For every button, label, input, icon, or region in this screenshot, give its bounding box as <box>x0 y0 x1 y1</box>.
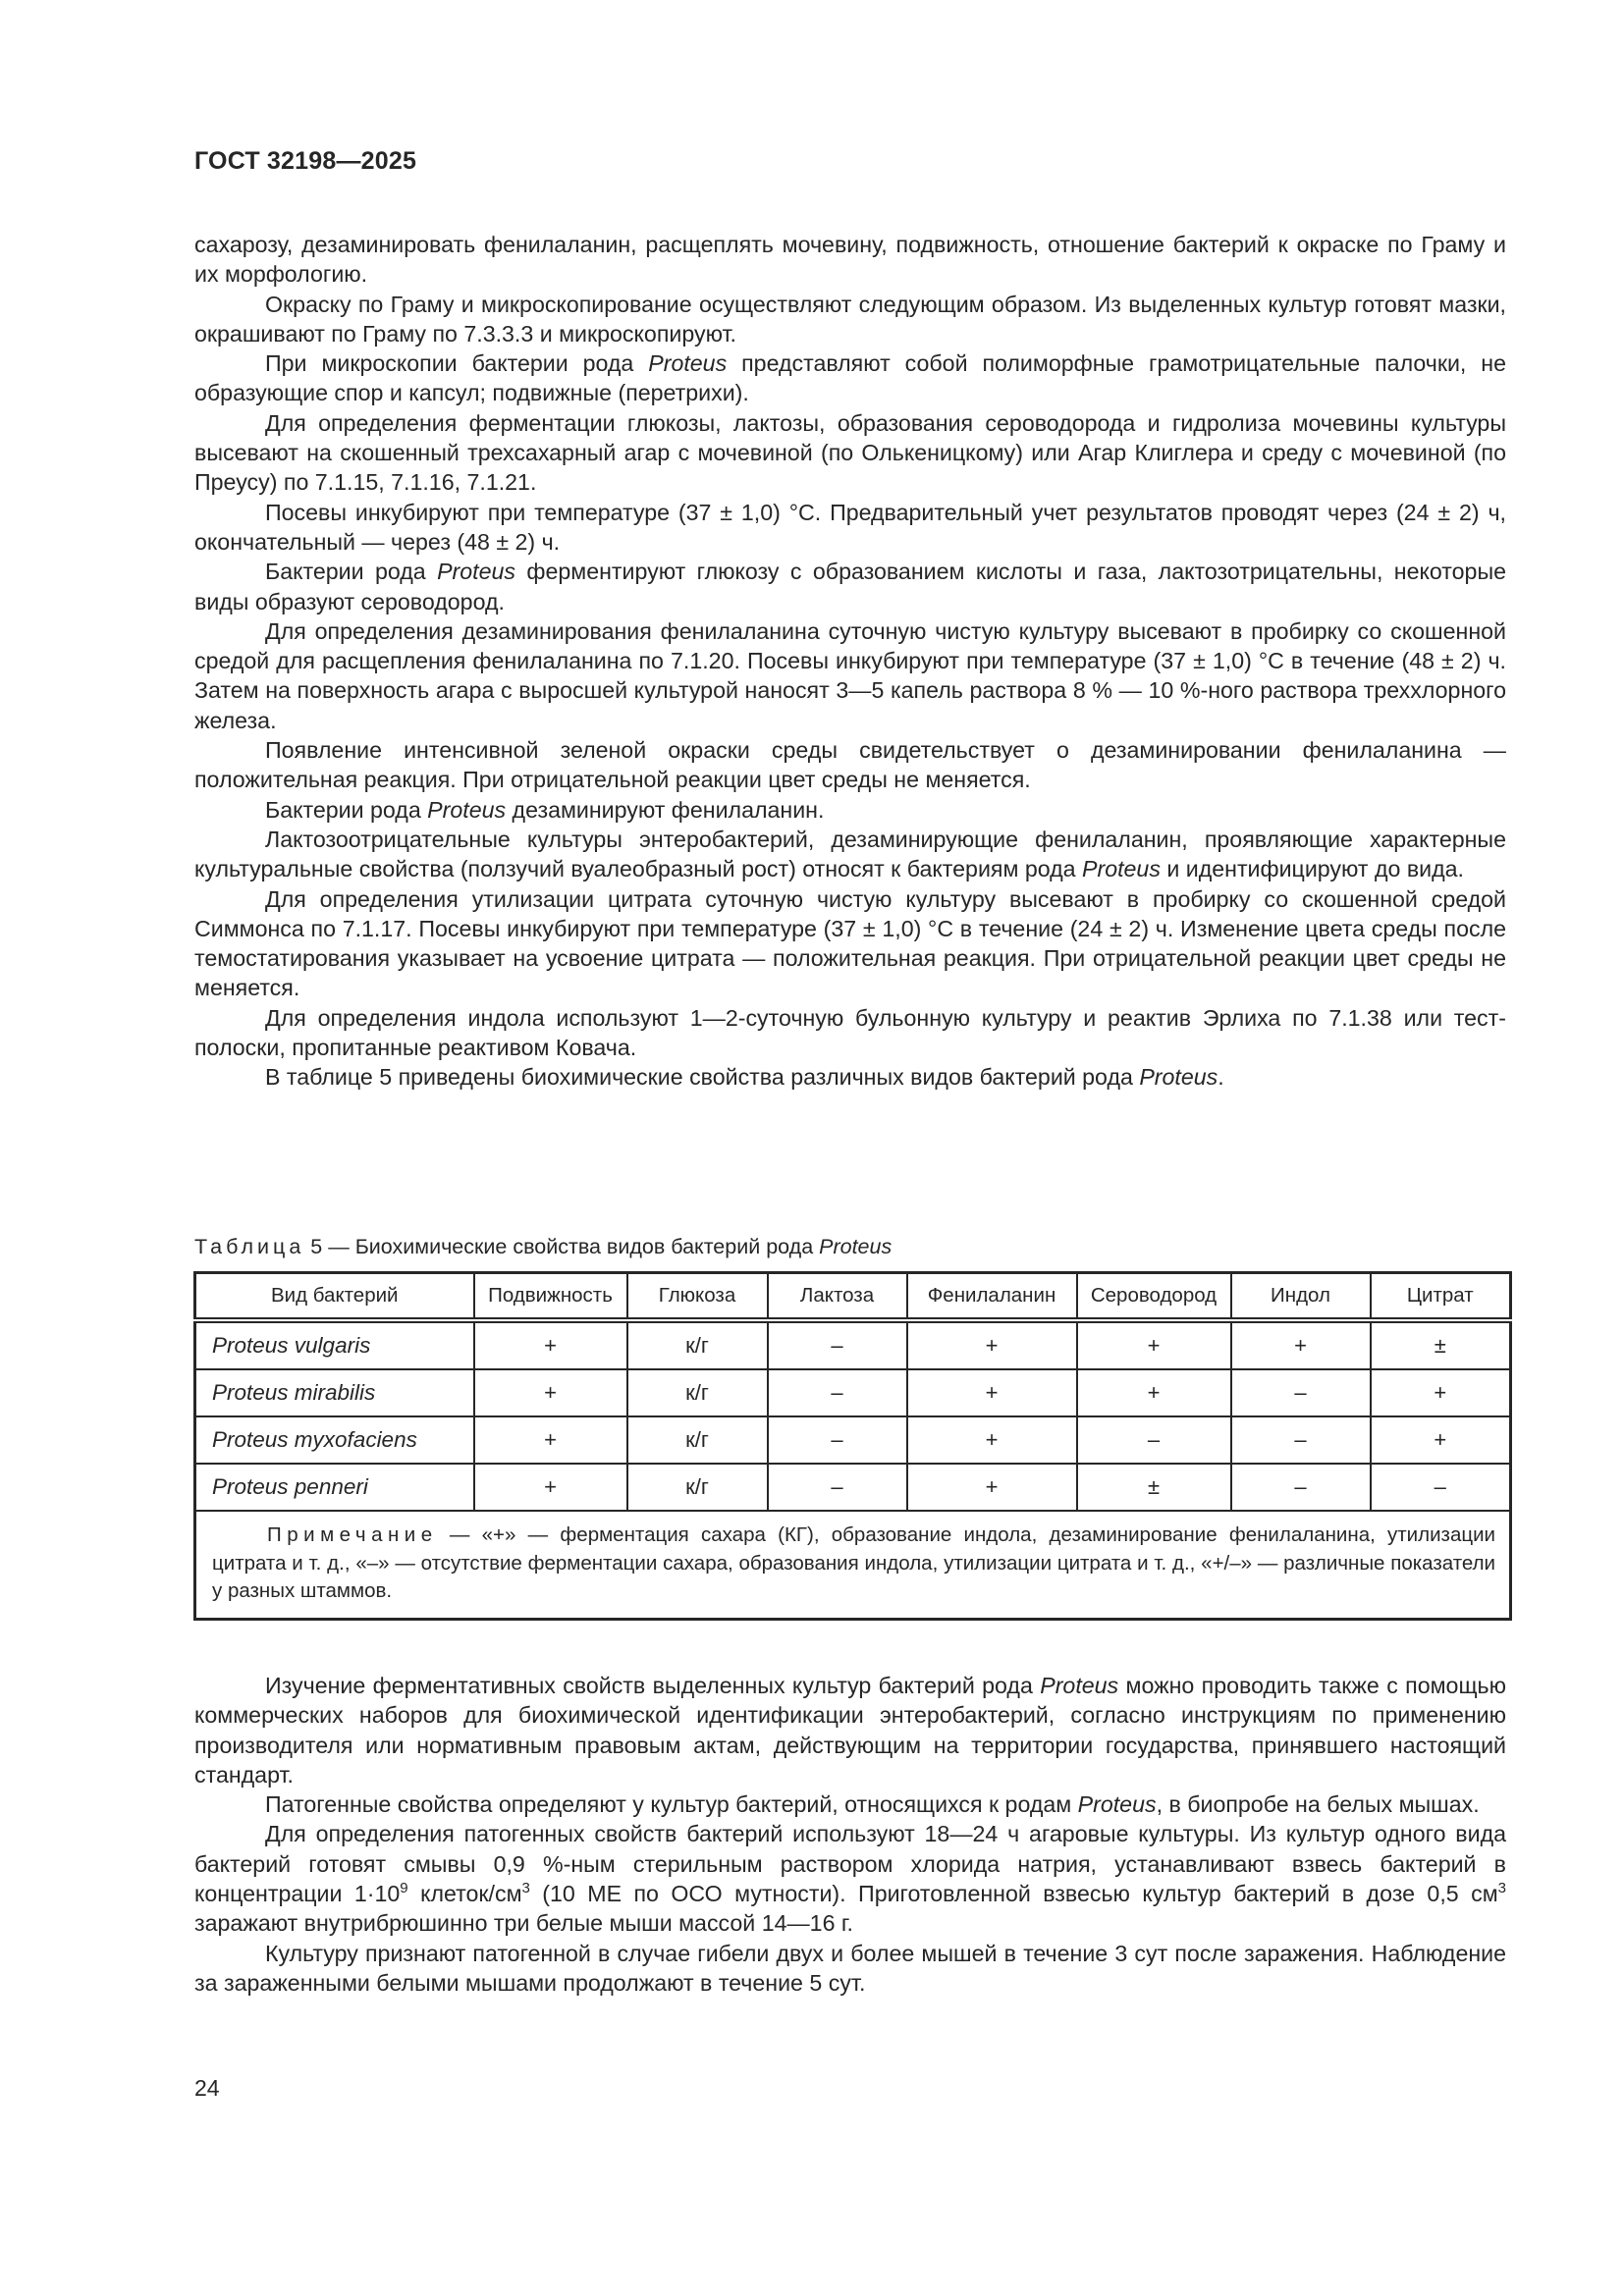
paragraph: Посевы инкубируют при температуре (37 ± 1,0) °С. Предварительный учет результатов проводят через (24 ± 2) ч, окончательный — через (48 ± 2) ч. <box>194 499 1506 555</box>
value-cell: – <box>1077 1416 1231 1464</box>
value-cell: – <box>1371 1464 1511 1511</box>
species-cell: Proteus mirabilis <box>195 1369 474 1416</box>
table-row <box>195 1416 1511 1464</box>
paragraph: Бактерии рода Proteus ферментируют глюкозу с образованием кислоты и газа, лактозотрицательны, некоторые виды образуют сероводород. <box>194 559 1507 614</box>
note-label: Примечание <box>267 1523 438 1546</box>
value-cell: – <box>768 1416 907 1464</box>
paragraph: Для определения патогенных свойств бактерий используют 18—24 ч агаровые культуры. Из культур одного вида бактерий готовят смывы 0,9 %-ным стерильным раствором хлорида натрия, устанавливают взвесь бактерий в концентрации $1\cdot 10^9$ клеток/$см^3$ (10 МЕ по ОСО мутности). Приготовленной взвесью культур бактерий в дозе 0,5 $см^3$ заражают внутрибрюшинно три белые мыши массой 14—16 г. <box>194 1821 1506 1937</box>
body-text-after-table <box>194 1671 1506 1998</box>
document-header: ГОСТ 32198—2025 <box>194 147 417 175</box>
paragraph: При микроскопии бактерии рода Proteus представляют собой полиморфные грамотрицательные палочки, не образующие спор и капсул; подвижные (перетрихи). <box>194 350 1506 406</box>
table-header-row <box>195 1273 1511 1321</box>
value-cell: – <box>768 1369 907 1416</box>
body-text-before-table <box>194 230 1506 1093</box>
value-cell: – <box>1231 1369 1371 1416</box>
value-cell: + <box>1371 1369 1511 1416</box>
paragraph: В таблице 5 приведены биохимические свойства различных видов бактерий рода Proteus. <box>265 1064 1224 1091</box>
paragraph: Окраску по Граму и микроскопирование осуществляют следующим образом. Из выделенных культур готовят мазки, окрашивают по Граму по 7.3.3.3 и микроскопируют. <box>194 291 1506 347</box>
value-cell: + <box>1371 1416 1511 1464</box>
column-header: Лактоза <box>768 1273 907 1321</box>
table-row <box>195 1320 1511 1369</box>
paragraph: Для определения индола используют 1—2-суточную бульонную культуру и реактив Эрлиха по 7.1.38 или тест-полоски, пропитанные реактивом Ковача. <box>194 1004 1506 1061</box>
species-cell: Proteus myxofaciens <box>195 1416 474 1464</box>
value-cell: + <box>907 1320 1077 1369</box>
table-row <box>195 1369 1511 1416</box>
table-caption-text: 5 — Биохимические свойства видов бактерий рода <box>304 1235 820 1258</box>
column-header: Подвижность <box>474 1273 627 1321</box>
paragraph: сахарозу, дезаминировать фенилаланин, расщеплять мочевину, подвижность, отношение бактерий к окраске по Граму и их морфологию. <box>194 232 1506 288</box>
value-cell: + <box>474 1464 627 1511</box>
value-cell: + <box>1231 1320 1371 1369</box>
species-cell: Proteus vulgaris <box>195 1320 474 1369</box>
value-cell: к/г <box>627 1464 768 1511</box>
column-header: Индол <box>1231 1273 1371 1321</box>
value-cell: – <box>768 1464 907 1511</box>
value-cell: + <box>1077 1369 1231 1416</box>
species-cell: Proteus penneri <box>195 1464 474 1511</box>
value-cell: + <box>1077 1320 1231 1369</box>
note-text: — «+» — ферментация сахара (КГ), образование индола, дезаминирование фенилаланина, утилизации цитрата и т. д., «–» — отсутствие ферментации сахара, образования индола, утилизации цитрата и т. д., «+/–» — различные показатели у разных штаммов. <box>212 1523 1495 1602</box>
table-row <box>195 1464 1511 1511</box>
table-caption-label: Таблица <box>194 1235 305 1258</box>
page-number: 24 <box>194 2075 220 2101</box>
value-cell: + <box>474 1320 627 1369</box>
value-cell: – <box>768 1320 907 1369</box>
column-header: Сероводород <box>1077 1273 1231 1321</box>
table-caption-genus: Proteus <box>819 1235 893 1258</box>
value-cell: + <box>907 1369 1077 1416</box>
column-header: Глюкоза <box>627 1273 768 1321</box>
value-cell: + <box>907 1416 1077 1464</box>
column-header: Фенилаланин <box>907 1273 1077 1321</box>
paragraph: Культуру признают патогенной в случае гибели двух и более мышей в течение 3 сут после заражения. Наблюдение за зараженными белыми мышами продолжают в течение 5 сут. <box>194 1940 1506 1996</box>
value-cell: + <box>907 1464 1077 1511</box>
value-cell: + <box>474 1369 627 1416</box>
paragraph: Появление интенсивной зеленой окраски среды свидетельствует о дезаминировании фенилаланина — положительная реакция. При отрицательной реакции цвет среды не меняется. <box>194 737 1506 793</box>
paragraph: Изучение ферментативных свойств выделенных культур бактерий рода Proteus можно проводить также с помощью коммерческих наборов для биохимической идентификации энтеробактерий, согласно инструкциям по применению производителя или нормативным правовым актам, действующим на территории государства, принявшего настоящий стандарт. <box>194 1673 1506 1788</box>
paragraph: Лактозоотрицательные культуры энтеробактерий, дезаминирующие фенилаланин, проявляющие характерные культуральные свойства (ползучий вуалеобразный рост) относят к бактериям рода Proteus и идентифицируют до вида. <box>194 826 1506 882</box>
column-header: Вид бактерий <box>195 1273 474 1321</box>
table-note <box>195 1511 1511 1619</box>
table-caption <box>194 1235 892 1259</box>
value-cell: – <box>1231 1416 1371 1464</box>
paragraph: Для определения утилизации цитрата суточную чистую культуру высевают в пробирку со скошенной средой Симмонса по 7.1.17. Посевы инкубируют при температуре (37 ± 1,0) °С в течение (24 ± 2) ч. Изменение цвета среды после темостатирования указывает на усвоение цитрата — положительная реакция. При отрицательной реакции цвет среды не меняется. <box>194 885 1506 1001</box>
value-cell: ± <box>1077 1464 1231 1511</box>
value-cell: + <box>474 1416 627 1464</box>
paragraph: Патогенные свойства определяют у культур бактерий, относящихся к родам Proteus, в биопробе на белых мышах. <box>265 1791 1480 1818</box>
value-cell: ± <box>1371 1320 1511 1369</box>
paragraph: Для определения ферментации глюкозы, лактозы, образования сероводорода и гидролиза мочевины культуры высевают на скошенный трехсахарный агар с мочевиной (по Олькеницкому) или Агар Клиглера и среду с мочевиной (по Преусу) по 7.1.15, 7.1.16, 7.1.21. <box>194 409 1506 496</box>
paragraph: Для определения дезаминирования фенилаланина суточную чистую культуру высевают в пробирку со скошенной средой для расщепления фенилаланина по 7.1.20. Посевы инкубируют при температуре (37 ± 1,0) °С в течение (48 ± 2) ч. Затем на поверхность агара с выросшей культурой наносят 3—5 капель раствора 8 % — 10 %-ного раствора треххлорного железа. <box>194 617 1506 733</box>
table-body <box>195 1320 1511 1619</box>
paragraph: Бактерии рода Proteus дезаминируют фенилаланин. <box>265 796 825 823</box>
value-cell: к/г <box>627 1369 768 1416</box>
value-cell: – <box>1231 1464 1371 1511</box>
table-note-row <box>195 1511 1511 1619</box>
column-header: Цитрат <box>1371 1273 1511 1321</box>
value-cell: к/г <box>627 1320 768 1369</box>
value-cell: к/г <box>627 1416 768 1464</box>
biochemical-properties-table <box>193 1271 1512 1621</box>
